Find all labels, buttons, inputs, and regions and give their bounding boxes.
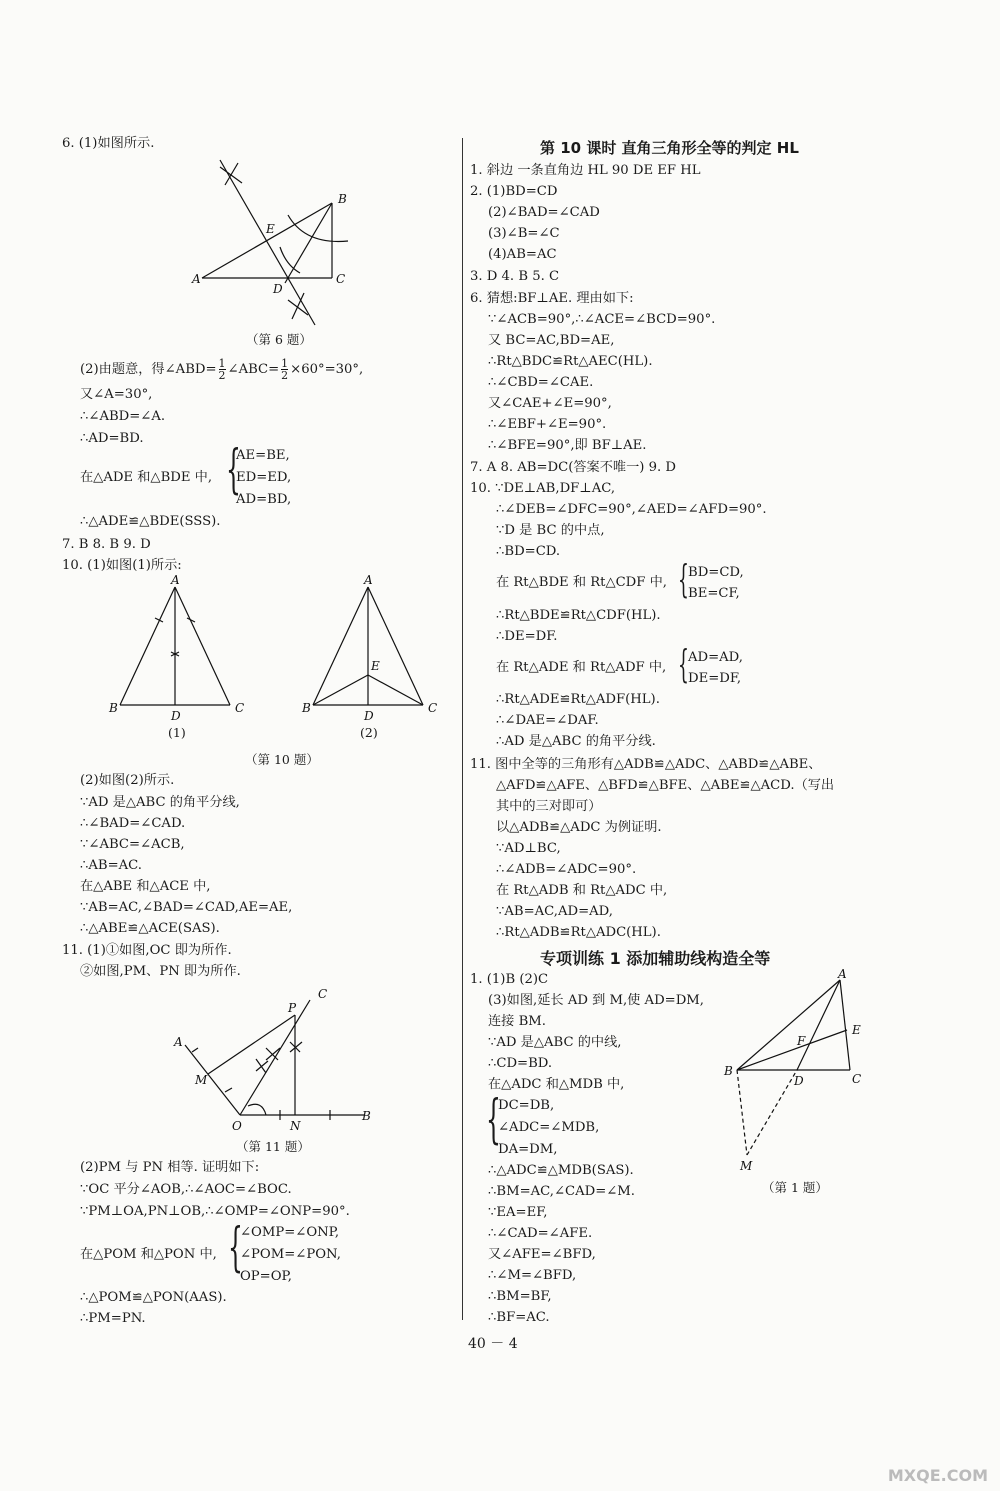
r-q2: 2. (1)BD=CD (470, 184, 558, 199)
watermark: MXQE.COM (887, 1466, 988, 1485)
sys-line: DC=DB, (498, 1098, 555, 1113)
pom-pre: 在△POM 和△PON 中, (80, 1247, 217, 1262)
line: ∴∠BAD=∠CAD. (80, 816, 186, 831)
line: ∴∠M=∠BFD, (488, 1268, 577, 1283)
r-q3-5: 3. D 4. B 5. C (470, 269, 560, 284)
svg-text:C: C (336, 272, 346, 286)
line: ∴BM=AC,∠CAD=∠M. (488, 1184, 636, 1199)
line: ∴BD=CD. (496, 544, 561, 559)
q7-9: 7. B 8. B 9. D (62, 537, 151, 552)
line: ∵D 是 BC 的中点, (496, 523, 605, 538)
line: ∴∠BFE=90°,即 BF⊥AE. (488, 438, 647, 453)
svg-text:M: M (740, 1159, 753, 1173)
svg-text:D: D (273, 282, 283, 296)
column-divider (462, 138, 463, 1320)
ade-pre: 在△ADE 和△BDE 中, (80, 470, 213, 485)
line: ∴∠DEB=∠DFC=90°,∠AED=∠AFD=90°. (496, 502, 767, 517)
brace: { (678, 642, 689, 686)
figure-6 (180, 155, 380, 330)
line: ∵AB=AC,∠BAD=∠CAD,AE=AE, (80, 900, 293, 915)
section-title-special1: 专项训练 1 添加辅助线构造全等 (540, 949, 771, 968)
svg-text:E: E (371, 659, 380, 673)
z-q1: 1. (1)B (2)C (470, 972, 549, 987)
figure-special-1 (722, 967, 872, 1175)
sys-line: ∠POM=∠PON, (240, 1247, 341, 1262)
line: ∴AD=BD. (80, 431, 144, 446)
svg-text:A: A (171, 573, 180, 587)
line: ∴BM=BF, (488, 1289, 552, 1304)
line: ∴△POM≌△PON(AAS). (80, 1290, 227, 1305)
figure-10-1 (105, 572, 250, 722)
fig1-caption: （第 1 题） (762, 1180, 828, 1195)
fig11-caption: （第 11 题） (236, 1139, 310, 1154)
svg-text:C: C (852, 1072, 862, 1086)
line: ∴AD 是△ABC 的角平分线. (496, 734, 656, 749)
ade2-pre: 在 Rt△ADE 和 Rt△ADF 中, (496, 660, 667, 675)
line: ∴BF=AC. (488, 1310, 550, 1325)
svg-text:D: D (794, 1074, 804, 1088)
line: ∴△ADC≌△MDB(SAS). (488, 1163, 634, 1178)
svg-text:B: B (109, 701, 118, 715)
line: 又∠AFE=∠BFD, (488, 1247, 596, 1262)
svg-text:E: E (266, 222, 275, 236)
line: ∵PM⊥OA,PN⊥OB,∴∠OMP=∠ONP=90°. (80, 1204, 350, 1219)
svg-text:E: E (852, 1023, 861, 1037)
svg-text:D: D (364, 709, 374, 723)
line: 在△ABE 和△ACE 中, (80, 879, 211, 894)
brace: { (226, 440, 241, 500)
line: ∵∠ABC=∠ACB, (80, 837, 185, 852)
line: 又∠CAE+∠E=90°, (488, 396, 612, 411)
line: ∴DE=DF. (496, 629, 558, 644)
bde-pre: 在 Rt△BDE 和 Rt△CDF 中, (496, 575, 667, 590)
line: ∴∠EBF+∠E=90°. (488, 417, 607, 432)
line: ∴∠DAE=∠DAF. (496, 713, 599, 728)
svg-text:C: C (235, 701, 245, 715)
svg-text:C: C (428, 701, 438, 715)
line: 又 BC=AC,BD=AE, (488, 333, 615, 348)
svg-text:O: O (232, 1119, 242, 1133)
q11-part2: (2)PM 与 PN 相等. 证明如下: (80, 1160, 260, 1175)
line: ∴Rt△BDC≌Rt△AEC(HL). (488, 354, 653, 369)
line: ∴△ABE≌△ACE(SAS). (80, 921, 220, 936)
line: ∴Rt△BDE≌Rt△CDF(HL). (496, 608, 661, 623)
sys-line: DA=DM, (498, 1142, 558, 1157)
sys-line: AD=BD, (236, 492, 292, 507)
line: (3)∠B=∠C (488, 226, 560, 241)
svg-text:B: B (362, 1109, 371, 1123)
sys-line: BD=CD, (688, 565, 744, 580)
line: ∵AD 是△ABC 的中线, (488, 1035, 622, 1050)
sys-line: ∠ADC=∠MDB, (498, 1120, 600, 1135)
line: (2)∠BAD=∠CAD (488, 205, 600, 220)
line: 以△ADB≌△ADC 为例证明. (496, 820, 662, 835)
line: ∴∠ADB=∠ADC=90°. (496, 862, 637, 877)
svg-text:D: D (171, 709, 181, 723)
brace: { (228, 1218, 243, 1278)
section-title-lesson10: 第 10 课时 直角三角形全等的判定 HL (540, 139, 799, 157)
line: △AFD≌△AFE、△BFD≌△BFE、△ABE≌△ACD.（写出 (496, 778, 835, 793)
svg-text:N: N (290, 1119, 301, 1133)
line: ∵AD⊥BC, (496, 841, 561, 856)
svg-text:A: A (174, 1035, 183, 1049)
svg-text:A: A (364, 573, 373, 587)
svg-text:F: F (797, 1034, 806, 1048)
q10-part1: 10. (1)如图(1)所示: (62, 558, 182, 573)
r-q11: 11. 图中全等的三角形有△ADB≌△ADC、△ABD≌△ABE、 (470, 757, 822, 772)
sys-line: ∠OMP=∠ONP, (240, 1225, 340, 1240)
svg-text:A: A (192, 272, 201, 286)
line: ∵EA=EF, (488, 1205, 548, 1220)
line: ∴CD=BD. (488, 1056, 553, 1071)
line: ∵AD 是△ABC 的角平分线, (80, 795, 240, 810)
line: 在 Rt△ADB 和 Rt△ADC 中, (496, 883, 668, 898)
line: ∴PM=PN. (80, 1311, 146, 1326)
fig10-sub2: (2) (360, 725, 378, 740)
q11-part1b: ②如图,PM、PN 即为所作. (80, 964, 241, 979)
fig6-caption: （第 6 题） (246, 332, 312, 347)
svg-text:B: B (724, 1064, 733, 1078)
fig10-caption: （第 10 题） (245, 752, 319, 767)
line: ∴Rt△ADB≌Rt△ADC(HL). (496, 925, 661, 940)
line: ∴∠ABD=∠A. (80, 409, 166, 424)
line: ∴∠CBD=∠CAE. (488, 375, 594, 390)
fig10-sub1: (1) (168, 725, 186, 740)
brace: { (678, 557, 689, 601)
line: ∵∠ACB=90°,∴∠ACE=∠BCD=90°. (488, 312, 716, 327)
q6-part2: (2)由题意，得∠ABD= $\frac{1}{2}$ ∠ABC= $\frac{1}{2} \times 60^\circ=30^\circ$, (80, 357, 364, 382)
svg-text:P: P (288, 1001, 297, 1015)
line: ∴∠CAD=∠AFE. (488, 1226, 593, 1241)
q6-part1: 6. (1)如图所示. (62, 136, 155, 151)
sys-line: OP=OP, (240, 1269, 292, 1284)
brace: { (486, 1090, 501, 1150)
svg-text:C: C (318, 987, 328, 1001)
line: ∴Rt△ADE≌Rt△ADF(HL). (496, 692, 660, 707)
sys-line: BE=CF, (688, 586, 740, 601)
line: ∴AB=AC. (80, 858, 142, 873)
r-q1: 1. 斜边 一条直角边 HL 90 DE EF HL (470, 163, 701, 178)
sys-line: DE=DF, (688, 671, 742, 686)
svg-text:B: B (338, 192, 347, 206)
r-q7-9: 7. A 8. AB=DC(答案不唯一) 9. D (470, 460, 676, 475)
sys-line: AD=AD, (688, 650, 743, 665)
line: 又∠A=30°, (80, 387, 153, 402)
line: (4)AB=AC (488, 247, 557, 262)
page-number: 40 － 4 (468, 1336, 518, 1352)
figure-10-2 (298, 572, 448, 722)
q11-part1: 11. (1)①如图,OC 即为所作. (62, 943, 232, 958)
sys-line: ED=ED, (236, 470, 292, 485)
line: 在△ADC 和△MDB 中, (488, 1077, 625, 1092)
svg-text:B: B (302, 701, 311, 715)
line: 其中的三对即可） (496, 799, 602, 814)
figure-11 (170, 980, 380, 1135)
line: ∵OC 平分∠AOB,∴∠AOC=∠BOC. (80, 1182, 292, 1197)
r-q10: 10. ∵DE⊥AB,DF⊥AC, (470, 481, 616, 496)
line: (3)如图,延长 AD 到 M,使 AD=DM, (488, 993, 704, 1008)
sys-line: AE=BE, (236, 448, 290, 463)
svg-text:A: A (838, 967, 847, 981)
r-q6: 6. 猜想:BF⊥AE. 理由如下: (470, 291, 634, 306)
line: ∴△ADE≌△BDE(SSS). (80, 514, 221, 529)
line: 连接 BM. (488, 1014, 546, 1029)
q10-part2: (2)如图(2)所示. (80, 773, 175, 788)
svg-text:M: M (195, 1073, 208, 1087)
line: ∵AB=AC,AD=AD, (496, 904, 613, 919)
